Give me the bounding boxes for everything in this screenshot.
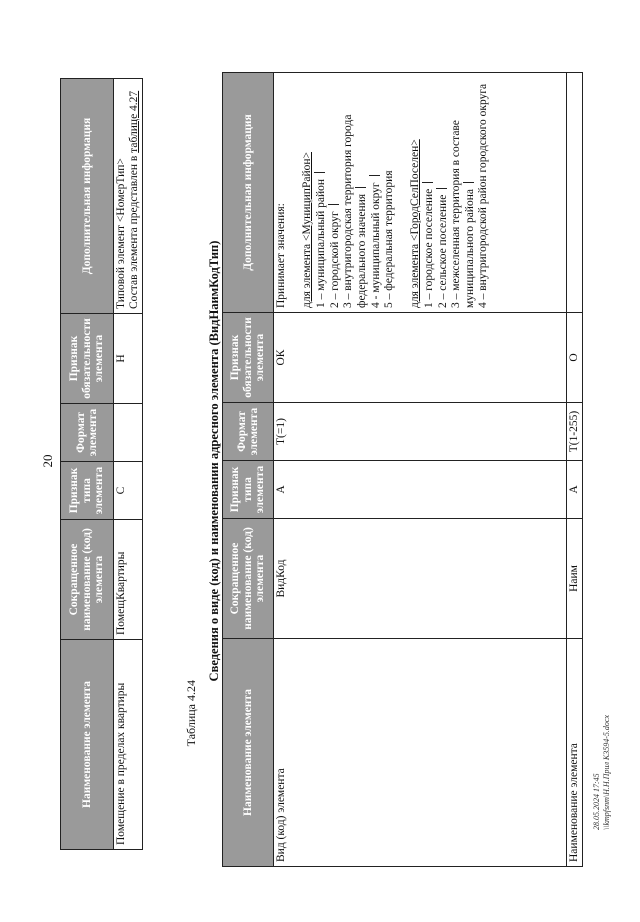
list-item: муниципального района xyxy=(463,77,477,308)
list-item: 5 – федеральная территория xyxy=(383,170,395,308)
file-stamp xyxy=(592,715,612,830)
header-type: Признак типа элемента xyxy=(223,461,274,519)
info-text: Состав элемента представлен в xyxy=(128,152,140,309)
stamp-path: \\kmpfsnm\Н.Н.Прил К3594-5.docx xyxy=(602,714,611,830)
cell-name: Вид (код) элемента xyxy=(274,639,567,867)
table-header-row xyxy=(223,73,274,867)
header-type: Признак типа элемента xyxy=(61,462,114,520)
list-item: 4 - муниципальный округ xyxy=(369,77,383,308)
table-row xyxy=(274,73,567,867)
header-name: Наименование элемента xyxy=(223,639,274,867)
list-item: 4 – внутригородской район городского округа xyxy=(477,83,489,308)
header-mandatory: Признак обязательности элемента xyxy=(61,314,114,404)
list-item: федерального значения xyxy=(355,77,369,308)
header-format: Формат элемента xyxy=(223,403,274,461)
table-header-row xyxy=(61,79,114,850)
revision-mark xyxy=(422,182,433,183)
elements-table-main xyxy=(222,72,583,867)
cell-mandatory: Н xyxy=(114,314,143,404)
cell-mandatory: О xyxy=(567,313,583,403)
table-row xyxy=(114,79,143,850)
cell-code: ВидКод xyxy=(274,519,567,639)
list-item: 1 – муниципальный район xyxy=(314,77,328,308)
cell-code: Наим xyxy=(567,519,583,639)
table-reference-link[interactable]: таблице 4.27 xyxy=(128,90,140,153)
list-item: 1 – городское поселение xyxy=(422,77,436,308)
header-info: Дополнительная информация xyxy=(223,73,274,313)
revision-mark xyxy=(328,204,339,205)
header-format: Формат элемента xyxy=(61,404,114,462)
list-item: 3 – внутригородская территория города xyxy=(342,114,354,308)
page-number: 20 xyxy=(40,454,55,468)
revision-mark xyxy=(436,188,447,189)
cell-name: Наименование элемента xyxy=(567,639,583,867)
cell-code: ПомещКвартиры xyxy=(114,520,143,640)
cell-format xyxy=(114,404,143,462)
cell-type: С xyxy=(114,462,143,520)
header-mandatory: Признак обязательности элемента xyxy=(223,313,274,403)
cell-type: А xyxy=(567,461,583,519)
revision-mark xyxy=(463,182,474,183)
cell-format: T(=1) xyxy=(274,403,567,461)
table-label: Таблица 4.24 xyxy=(184,680,198,747)
revision-mark xyxy=(369,175,380,176)
cell-name: Помещение в пределах квартиры xyxy=(114,640,143,850)
info-line xyxy=(128,83,141,309)
stamp-date: 28.05.2024 17:45 xyxy=(592,773,601,830)
cell-type: А xyxy=(274,461,567,519)
info-line: Типовой элемент <НомерТип> xyxy=(115,158,127,309)
cell-mandatory: ОК xyxy=(274,313,567,403)
list-item: 2 – сельское поселение xyxy=(436,77,450,308)
list-item: 3 – межселенная территория в составе xyxy=(450,120,462,308)
cell-format: T(1-255) xyxy=(567,403,583,461)
list-item: 2 – городской округ xyxy=(328,77,342,308)
cell-info xyxy=(567,73,583,313)
header-info: Дополнительная информация xyxy=(61,79,114,314)
revision-mark xyxy=(314,172,325,173)
header-name: Наименование элемента xyxy=(61,640,114,850)
cell-info xyxy=(114,79,143,314)
header-code: Сокращенное наименование (код) элемента xyxy=(61,520,114,640)
group-title: для элемента <МуниципРайон> xyxy=(301,152,313,308)
table-title: Сведения о виде (код) и наименовании адресного элемента (ВидНаимКодТип) xyxy=(207,240,221,682)
info-intro: Принимает значения: xyxy=(275,203,287,308)
group-title: для элемента <ГородСелПоселен> xyxy=(409,139,421,308)
elements-table-top xyxy=(60,78,143,850)
header-code: Сокращенное наименование (код) элемента xyxy=(223,519,274,639)
table-row xyxy=(567,73,583,867)
cell-info xyxy=(274,73,567,313)
revision-mark xyxy=(355,187,366,188)
